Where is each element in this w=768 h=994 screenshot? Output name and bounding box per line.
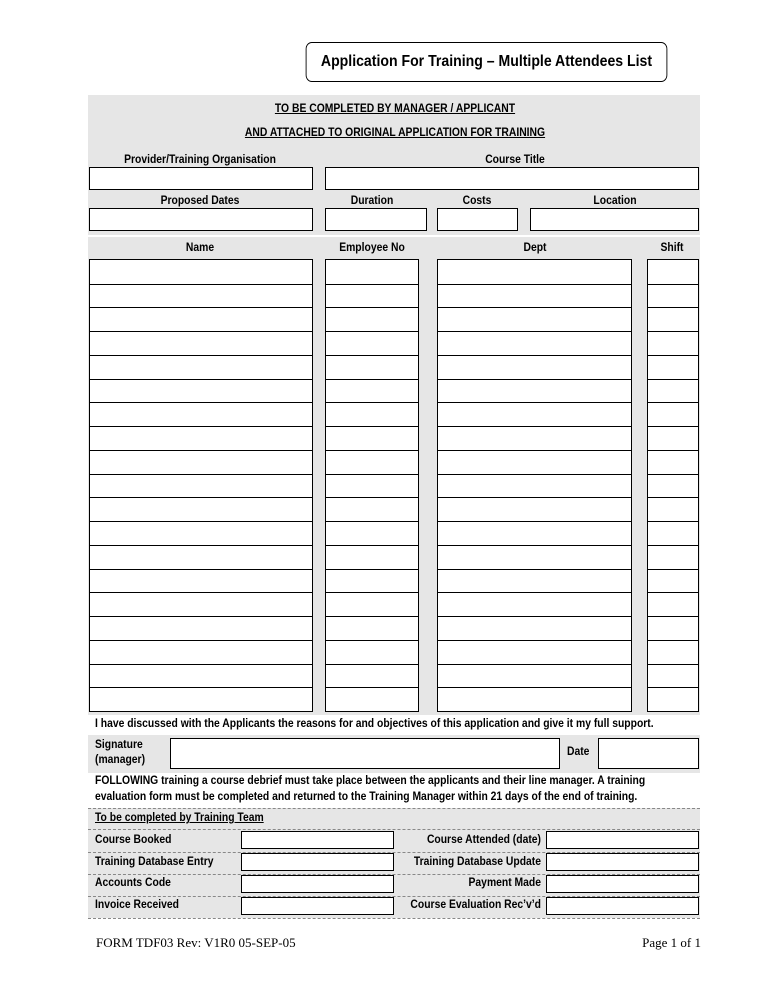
invoice-received-label: Invoice Received xyxy=(95,899,179,911)
training-db-entry-label: Training Database Entry xyxy=(95,856,214,868)
table-row-line xyxy=(648,497,698,498)
column-header-name: Name xyxy=(185,242,215,254)
course-booked-label: Course Booked xyxy=(95,834,172,846)
divider xyxy=(88,918,700,919)
table-row-line xyxy=(648,521,698,522)
table-row-line xyxy=(648,307,698,308)
table-row-line xyxy=(648,569,698,570)
table-row-line xyxy=(648,450,698,451)
divider xyxy=(88,235,700,237)
table-row-line xyxy=(648,687,698,688)
table-row-line xyxy=(648,426,698,427)
table-row-line xyxy=(90,284,312,285)
costs-field[interactable] xyxy=(437,208,518,231)
table-row-line xyxy=(438,379,631,380)
debrief-line-1: FOLLOWING training a course debrief must take place between the applicants and their line manager. A training xyxy=(95,775,646,787)
table-row-line xyxy=(648,402,698,403)
location-field[interactable] xyxy=(530,208,699,231)
table-row-line xyxy=(326,307,418,308)
table-row-line xyxy=(90,402,312,403)
signature-label: Signature xyxy=(95,739,143,751)
table-row-line xyxy=(648,545,698,546)
table-row-line xyxy=(438,402,631,403)
table-row-line xyxy=(438,497,631,498)
employee-no-column[interactable] xyxy=(325,259,419,712)
course-evaluation-field[interactable] xyxy=(546,897,699,915)
table-row-line xyxy=(90,521,312,522)
section-header-line1: TO BE COMPLETED BY MANAGER / APPLICANT xyxy=(274,103,516,115)
shift-column[interactable] xyxy=(647,259,699,712)
table-row-line xyxy=(326,355,418,356)
signature-field[interactable] xyxy=(170,738,560,769)
course-booked-field[interactable] xyxy=(241,831,394,849)
table-row-line xyxy=(438,687,631,688)
table-row-line xyxy=(326,402,418,403)
debrief-line-2: evaluation form must be completed and returned to the Training Manager within 21 days of the end of training. xyxy=(95,791,638,803)
table-row-line xyxy=(438,545,631,546)
table-row-line xyxy=(326,569,418,570)
accounts-code-label: Accounts Code xyxy=(95,877,171,889)
table-row-line xyxy=(326,497,418,498)
table-row-line xyxy=(648,592,698,593)
course-title-field[interactable] xyxy=(325,167,699,190)
course-evaluation-label: Course Evaluation Rec’v’d xyxy=(410,899,541,911)
table-row-line xyxy=(438,592,631,593)
table-row-line xyxy=(438,331,631,332)
form-title: Application For Training – Multiple Attendees List xyxy=(306,42,668,82)
course-attended-label: Course Attended (date) xyxy=(426,834,541,846)
table-row-line xyxy=(90,592,312,593)
table-row-line xyxy=(326,664,418,665)
table-row-line xyxy=(326,450,418,451)
accounts-code-field[interactable] xyxy=(241,875,394,893)
table-row-line xyxy=(90,474,312,475)
section-header-line2: AND ATTACHED TO ORIGINAL APPLICATION FOR TRAINING xyxy=(244,127,546,139)
table-row-line xyxy=(326,426,418,427)
provider-field[interactable] xyxy=(89,167,313,190)
table-row-line xyxy=(438,355,631,356)
table-row-line xyxy=(90,664,312,665)
name-column[interactable] xyxy=(89,259,313,712)
table-row-line xyxy=(438,307,631,308)
support-statement: I have discussed with the Applicants the reasons for and objectives of this application and give it my full support. xyxy=(95,718,654,730)
table-row-line xyxy=(648,331,698,332)
costs-label: Costs xyxy=(462,195,492,207)
course-title-label: Course Title xyxy=(485,154,545,166)
table-row-line xyxy=(90,331,312,332)
course-attended-field[interactable] xyxy=(546,831,699,849)
training-db-update-label: Training Database Update xyxy=(413,856,541,868)
table-row-line xyxy=(438,640,631,641)
date-field[interactable] xyxy=(598,738,699,769)
table-row-line xyxy=(438,474,631,475)
table-row-line xyxy=(90,426,312,427)
duration-label: Duration xyxy=(350,195,394,207)
table-row-line xyxy=(90,497,312,498)
table-row-line xyxy=(90,640,312,641)
table-row-line xyxy=(326,521,418,522)
payment-made-field[interactable] xyxy=(546,875,699,893)
training-team-header: To be completed by Training Team xyxy=(95,812,264,824)
table-row-line xyxy=(326,284,418,285)
table-row-line xyxy=(326,616,418,617)
column-header-shift: Shift xyxy=(660,242,684,254)
table-row-line xyxy=(90,687,312,688)
table-row-line xyxy=(326,592,418,593)
table-row-line xyxy=(326,331,418,332)
divider xyxy=(88,808,700,809)
table-row-line xyxy=(326,687,418,688)
table-row-line xyxy=(90,616,312,617)
table-row-line xyxy=(326,474,418,475)
table-row-line xyxy=(90,355,312,356)
table-row-line xyxy=(438,426,631,427)
table-row-line xyxy=(438,521,631,522)
signature-sublabel: (manager) xyxy=(95,754,146,766)
table-row-line xyxy=(648,355,698,356)
table-row-line xyxy=(438,569,631,570)
table-row-line xyxy=(648,664,698,665)
divider xyxy=(88,829,700,830)
training-db-entry-field[interactable] xyxy=(241,853,394,871)
date-label: Date xyxy=(567,746,590,758)
table-row-line xyxy=(648,379,698,380)
dept-column[interactable] xyxy=(437,259,632,712)
provider-label: Provider/Training Organisation xyxy=(124,154,276,166)
table-row-line xyxy=(648,640,698,641)
form-reference: FORM TDF03 Rev: V1R0 05-SEP-05 xyxy=(96,935,296,950)
table-row-line xyxy=(90,569,312,570)
page-number: Page 1 of 1 xyxy=(642,935,701,950)
proposed-dates-label: Proposed Dates xyxy=(160,195,240,207)
table-row-line xyxy=(648,474,698,475)
table-row-line xyxy=(438,616,631,617)
location-label: Location xyxy=(593,195,637,207)
duration-field[interactable] xyxy=(325,208,427,231)
table-row-line xyxy=(90,379,312,380)
table-row-line xyxy=(90,307,312,308)
table-row-line xyxy=(90,545,312,546)
table-row-line xyxy=(648,284,698,285)
invoice-received-field[interactable] xyxy=(241,897,394,915)
table-row-line xyxy=(438,664,631,665)
table-row-line xyxy=(90,450,312,451)
proposed-dates-field[interactable] xyxy=(89,208,313,231)
payment-made-label: Payment Made xyxy=(468,877,541,889)
table-row-line xyxy=(648,616,698,617)
column-header-dept: Dept xyxy=(523,242,547,254)
table-row-line xyxy=(438,284,631,285)
training-db-update-field[interactable] xyxy=(546,853,699,871)
table-row-line xyxy=(326,640,418,641)
table-row-line xyxy=(326,379,418,380)
table-row-line xyxy=(326,545,418,546)
table-row-line xyxy=(438,450,631,451)
column-header-employee-no: Employee No xyxy=(339,242,405,254)
